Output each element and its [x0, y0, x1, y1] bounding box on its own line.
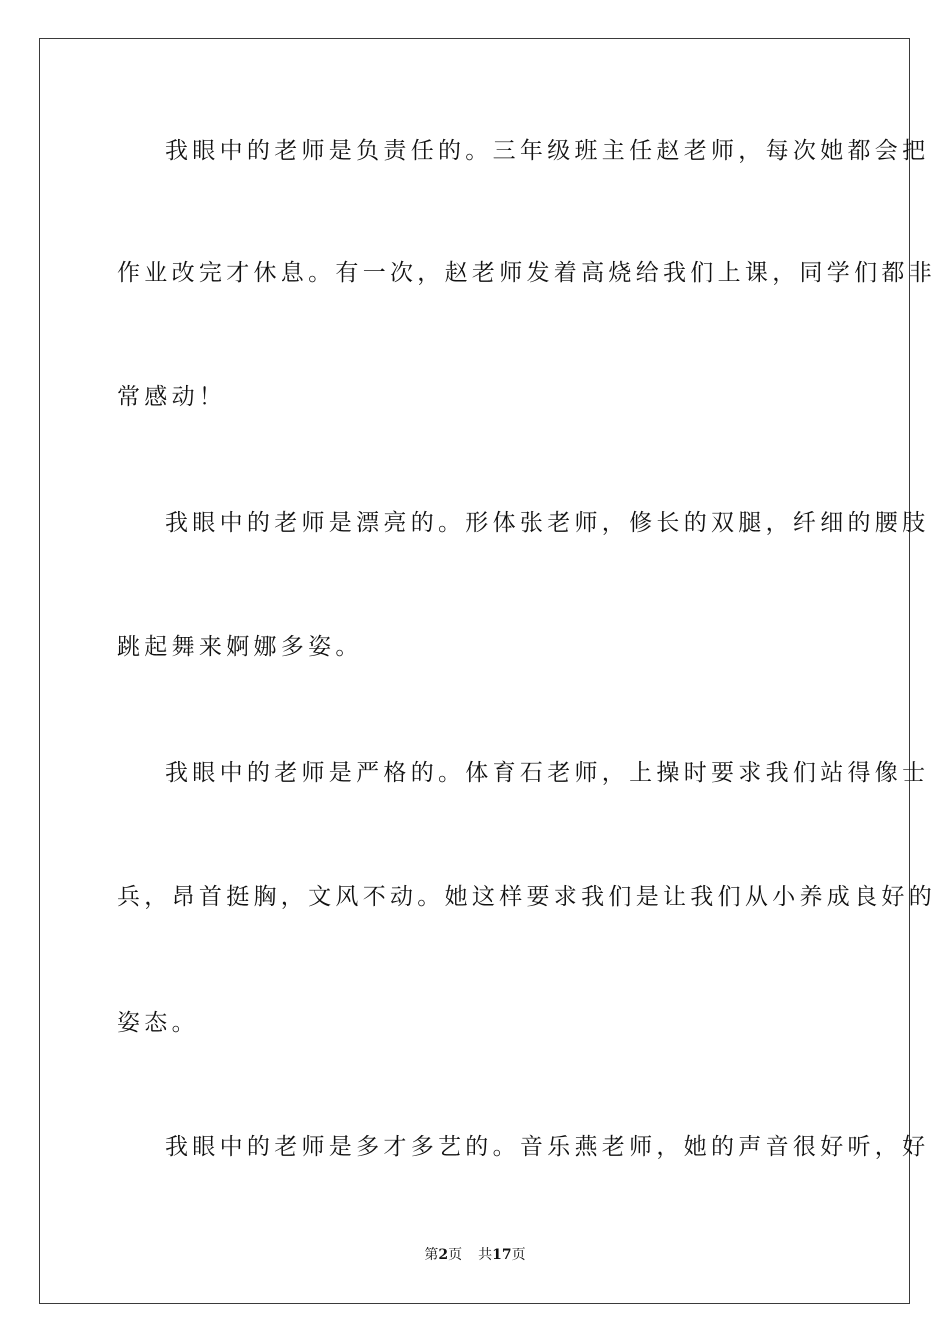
paragraph-line: 我眼中的老师是严格的。体育石老师，上操时要求我们站得像士 [165, 760, 930, 786]
page-border [39, 38, 936, 1304]
page-suffix: 页 [448, 1247, 463, 1263]
page-number: 2 [438, 1247, 449, 1263]
paragraph-line: 跳起舞来婀娜多姿。 [117, 634, 363, 660]
paragraph-line: 兵，昂首挺胸，文风不动。她这样要求我们是让我们从小养成良好的 [117, 884, 936, 910]
paragraph-line: 我眼中的老师是负责任的。三年级班主任赵老师，每次她都会把 [165, 138, 930, 164]
paragraph-line: 常感动！ [117, 384, 227, 410]
page-footer [0, 1246, 950, 1264]
paragraph-line: 我眼中的老师是漂亮的。形体张老师，修长的双腿，纤细的腰肢 [165, 510, 930, 536]
paragraph-line: 作业改完才休息。有一次，赵老师发着高烧给我们上课，同学们都非 [117, 260, 936, 286]
total-prefix: 共 [478, 1247, 493, 1263]
total-suffix: 页 [511, 1247, 526, 1263]
paragraph-line: 姿态。 [117, 1010, 199, 1036]
total-pages: 17 [492, 1247, 512, 1263]
page-prefix: 第 [424, 1247, 439, 1263]
paragraph-line: 我眼中的老师是多才多艺的。音乐燕老师，她的声音很好听，好 [165, 1134, 930, 1160]
